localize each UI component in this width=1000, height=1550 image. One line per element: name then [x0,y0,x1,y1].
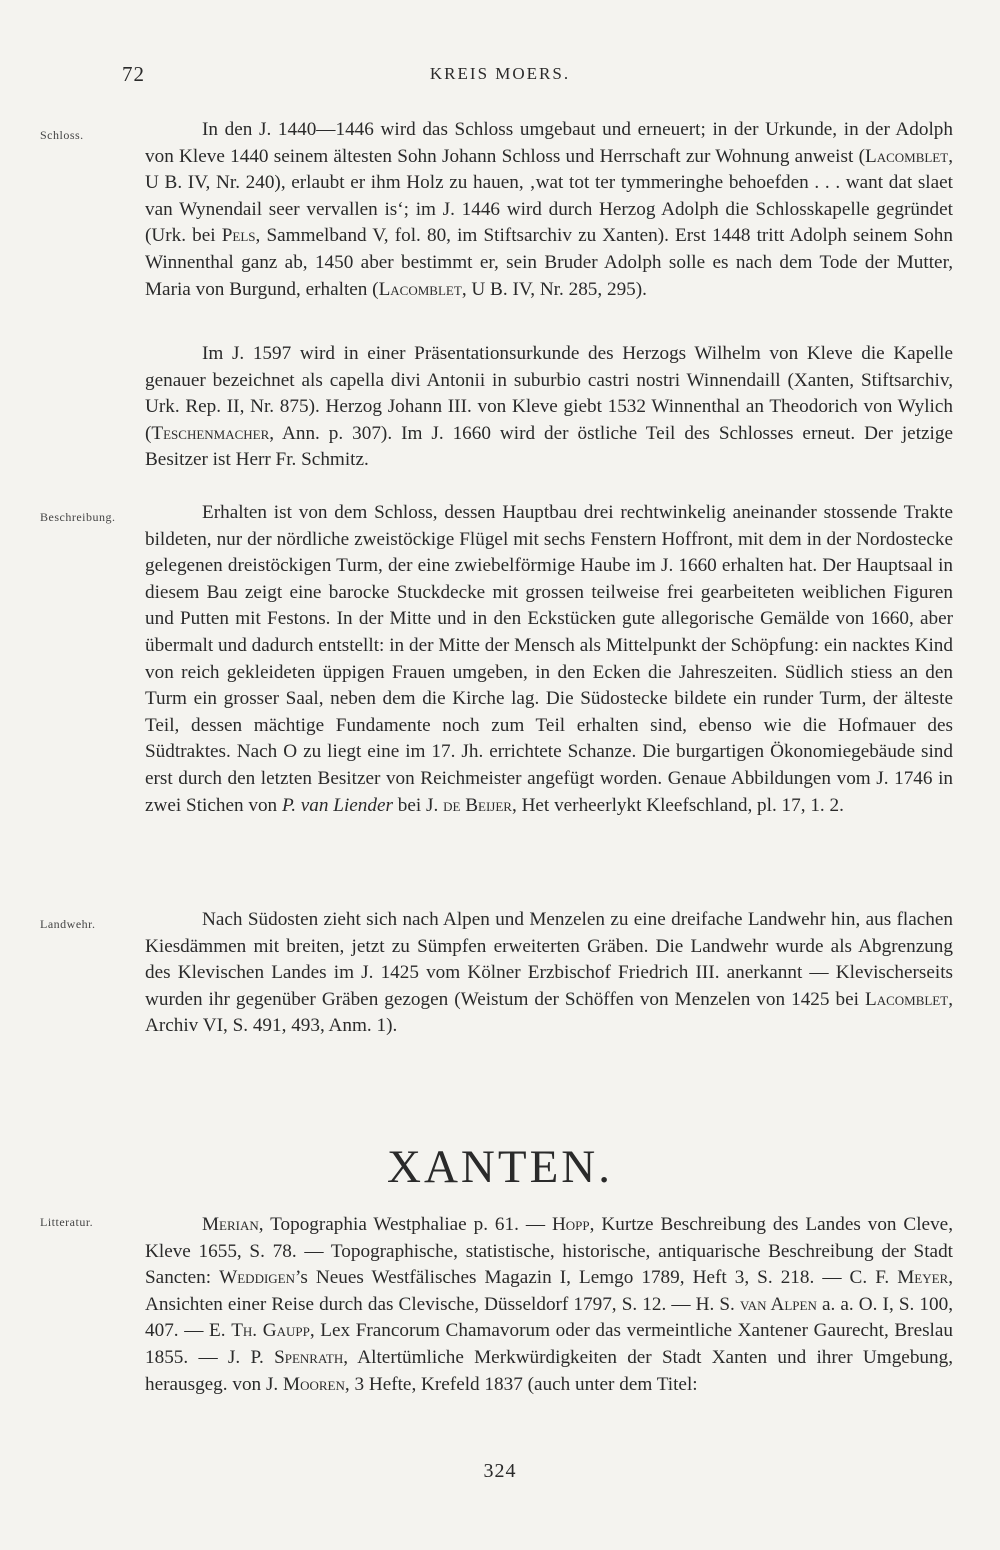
paragraph-litteratur: Merian, Topographia Westphaliae p. 61. — Hopp, Kurtze Beschreibung des Landes von Cleve, Kleve 1655, S. 78. — Topographische, statistische, historische, antiquarische Beschreibung der Stadt Sancten: Weddigen’s Neues Westfälisches Magazin I, Lemgo 1789, Heft 3, S. 218. — C. F. Meyer, Ansichten einer Reise durch das Clevische, Düsseldorf 1797, S. 12. — H. S. van Alpen a. a. O. I, S. 100, 407. — E. Th. Gaupp, Lex Francorum Chamavorum oder das vermeintliche Xantener Gaurecht, Breslau 1855. — J. P. Spenrath, Altertümliche Merkwürdigkeiten der Stadt Xanten und ihrer Umgebung, herausgeg. von J. Mooren, 3 Hefte, Krefeld 1837 (auch unter dem Titel: [145,1214,953,1395]
sheet-number: 324 [483,1460,517,1482]
paragraph-landwehr: Nach Südosten zieht sich nach Alpen und Menzelen zu eine dreifache Landwehr hin, aus flachen Kiesdämmen mit breiten, jetzt zu Sümpfen erweiterten Gräben. Die Landwehr wurde als Abgrenzung des Klevischen Landes im J. 1425 vom Kölner Erzbischof Friedrich III. anerkannt — Klevischerseits wurden ihr gegenüber Gräben gezogen (Weistum der Schöffen von Menzelen von 1425 bei Lacomblet, Archiv VI, S. 491, 493, Anm. 1). [145,909,953,1037]
paragraph-schloss-later: Im J. 1597 wird in einer Präsentationsurkunde des Herzogs Wilhelm von Kleve die Kapelle genauer bezeichnet als capella divi Antonii in suburbio castri nostri Winnendaill (Xanten, Stiftsarchiv, Urk. Rep. II, Nr. 875). Herzog Johann III. von Kleve giebt 1532 Winnenthal an Theodorich von Wylich (Teschenmacher, Ann. p. 307). Im J. 1660 wird der östliche Teil des Schlosses erneut. Der jetzige Besitzer ist Herr Fr. Schmitz. [145,343,953,471]
running-title: KREIS MOERS. [429,64,571,83]
paragraph-schloss-history: In den J. 1440—1446 wird das Schloss umgebaut und erneuert; in der Urkunde, in der Adolph von Kleve 1440 seinem ältesten Sohn Johann Schloss und Herrschaft zur Wohnung anweist (Lacomblet, U B. IV, Nr. 240), erlaubt er ihm Holz zu hauen, ‚wat tot ter tymmeringhe behoefden . . . want dat slaet van Wynendail seer vervallen is‘; im J. 1446 wird durch Herzog Adolph die Schlosskapelle gegründet (Urk. bei Pels, Sammelband V, fol. 80, im Stiftsarchiv zu Xanten). Erst 1448 tritt Adolph seinem Sohn Winnenthal ganz ab, 1450 aber bestimmt er, sein Bruder Adolph solle es nach dem Tode der Mutter, Maria von Burgund, erhalten (Lacomblet, U B. IV, Nr. 285, 295). [145,119,953,300]
section-heading-xanten: XANTEN. [387,1141,613,1193]
margin-label-litteratur: Litteratur. [40,1215,94,1229]
margin-label-schloss: Schloss. [40,128,84,142]
margin-label-beschreibung: Beschreibung. [40,510,116,524]
margin-label-landwehr: Landwehr. [40,917,96,931]
paragraph-beschreibung: Erhalten ist von dem Schloss, dessen Hauptbau drei rechtwinkelig aneinander stossende Trakte bildeten, nur der nördliche zweistöckige Flügel mit sechs Fenstern Hoffront, mit dem in der Nordostecke gelegenen dreistöckigen Turm, der eine zwiebelförmige Haube im J. 1660 erhalten hat. Der Hauptsaal in diesem Bau zeigt eine barocke Stuckdecke mit grossen teilweise frei gearbeiteten weiblichen Figuren und Putten mit Festons. In der Mitte und in den Eckstücken gute allegorische Gemälde von 1660, aber übermalt und dadurch entstellt: in der Mitte der Mensch als Mittelpunkt der Schöpfung: ein nacktes Kind von reich gekleideten üppigen Frauen umgeben, in den Ecken die Jahreszeiten. Südlich stiess an den Turm ein grosser Saal, neben dem die Kirche lag. Die Südostecke bildete ein runder Turm, der älteste Teil, dessen mächtige Fundamente noch zum Teil erhalten sind, ebenso wie die Hofmauer des Südtraktes. Nach O zu liegt eine im 17. Jh. errichtete Schanze. Die burgartigen Ökonomiegebäude sind erst durch den letzten Besitzer von Reichmeister angefügt worden. Genaue Abbildungen vom J. 1746 in zwei Stichen von P. van Liender bei J. de Beijer, Het verheerlykt Kleefschland, pl. 17, 1. 2. [145,502,953,816]
page-number: 72 [122,62,145,86]
